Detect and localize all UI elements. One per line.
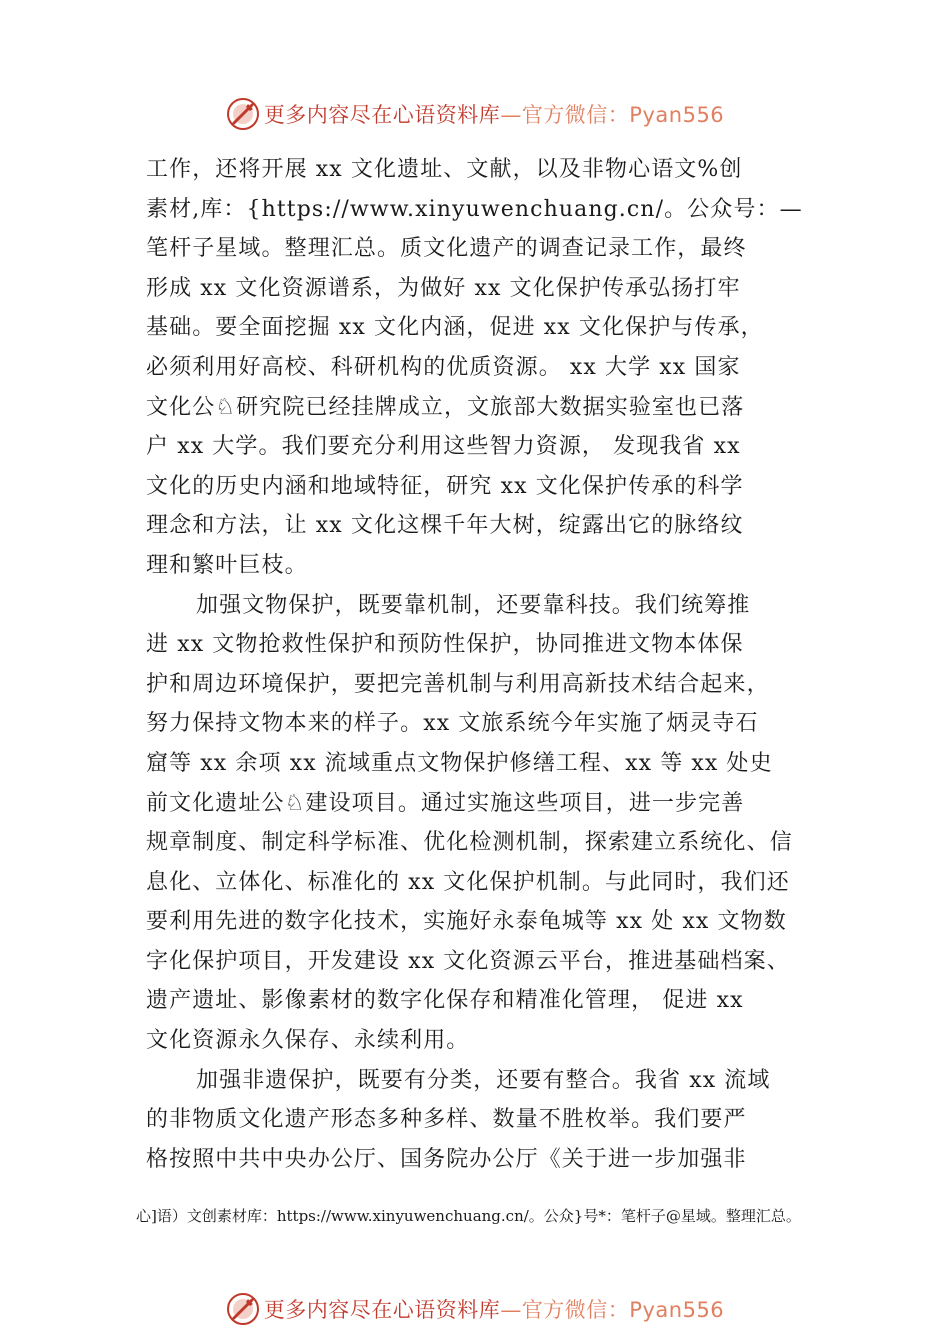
paragraph-start-line: 加强非遗保护，既要有分类，还要有整合。我省 xx 流域 — [196, 1067, 771, 1093]
banner-rest: —官方微信：Pyan556 — [500, 1298, 725, 1322]
footnote: 心]语）文创素材库：https://www.xinyuwenchuang.cn/。公众}号*：笔杆子@星域。整理汇总。 — [136, 1207, 801, 1225]
body-line: 形成 xx 文化资源谱系，为做好 xx 文化保护传承弘扬打牢 — [146, 275, 741, 301]
header-watermark-banner — [0, 94, 950, 134]
body-line: 工作，还将开展 xx 文化遗址、文献，以及非物心语文%创 — [146, 157, 743, 182]
footer-watermark-banner — [0, 1289, 950, 1329]
body-line: 必须利用好高校、科研机构的优质资源。 xx 大学 xx 国家 — [146, 354, 741, 380]
body-line: 前文化遗址公♘建设项目。通过实施这些项目，进一步完善 — [146, 790, 745, 816]
body-line: 要利用先进的数字化技术，实施好永泰龟城等 xx 处 xx 文物数 — [146, 909, 787, 935]
document-body — [146, 150, 836, 1179]
banner-rest: —官方微信：Pyan556 — [500, 103, 725, 127]
brand-logo-icon — [226, 1292, 260, 1326]
body-line: 遗产遗址、影像素材的数字化保存和精准化管理， 促进 xx — [146, 988, 744, 1014]
body-line: 文化公♘研究院已经挂牌成立，文旅部大数据实验室也已落 — [146, 394, 745, 420]
body-line: 息化、立体化、标准化的 xx 文化保护机制。与此同时，我们还 — [146, 869, 790, 895]
brand-logo-icon — [226, 97, 260, 131]
body-line: 格按照中共中央办公厅、国务院办公厅《关于进一步加强非 — [146, 1146, 747, 1172]
body-line: 理和繁叶巨枝。 — [146, 552, 308, 578]
banner-text — [264, 1294, 724, 1324]
body-line: 努力保持文物本来的样子。xx 文旅系统今年实施了炳灵寺石 — [146, 711, 759, 737]
paragraph-start-line: 加强文物保护，既要靠机制，还要靠科技。我们统筹推 — [196, 592, 751, 618]
banner-brand: 更多内容尽在心语资料库 — [263, 1298, 501, 1322]
body-line: 户 xx 大学。我们要充分利用这些智力资源， 发现我省 xx — [146, 434, 741, 460]
body-line: 基础。要全面挖掘 xx 文化内涵，促进 xx 文化保护与传承， — [146, 315, 764, 341]
body-line: 护和周边环境保护，要把完善机制与利用高新技术结合起来， — [146, 671, 770, 697]
banner-brand: 更多内容尽在心语资料库 — [263, 103, 501, 127]
body-line: 文化资源永久保存、永续利用。 — [146, 1028, 470, 1054]
body-line: 文化的历史内涵和地域特征，研究 xx 文化保护传承的科学 — [146, 473, 744, 499]
body-line: 进 xx 文物抢救性保护和预防性保护，协同推进文物本体保 — [146, 632, 744, 658]
body-line: 窟等 xx 余项 xx 流域重点文物保护修缮工程、xx 等 xx 处史 — [146, 750, 773, 776]
banner-text — [264, 99, 724, 129]
body-line: 理念和方法，让 xx 文化这棵千年大树，绽露出它的脉络纹 — [146, 513, 744, 539]
body-line: 素材,库：{https://www.xinyuwenchuang.cn/。公众号：— — [146, 196, 803, 222]
body-line: 的非物质文化遗产形态多种多样、数量不胜枚举。我们要严 — [146, 1107, 747, 1133]
body-line: 笔杆子星域。整理汇总。质文化遗产的调查记录工作，最终 — [146, 236, 747, 262]
body-line: 字化保护项目，开发建设 xx 文化资源云平台，推进基础档案、 — [146, 948, 790, 974]
body-line: 规章制度、制定科学标准、优化检测机制，探索建立系统化、信 — [146, 830, 793, 856]
